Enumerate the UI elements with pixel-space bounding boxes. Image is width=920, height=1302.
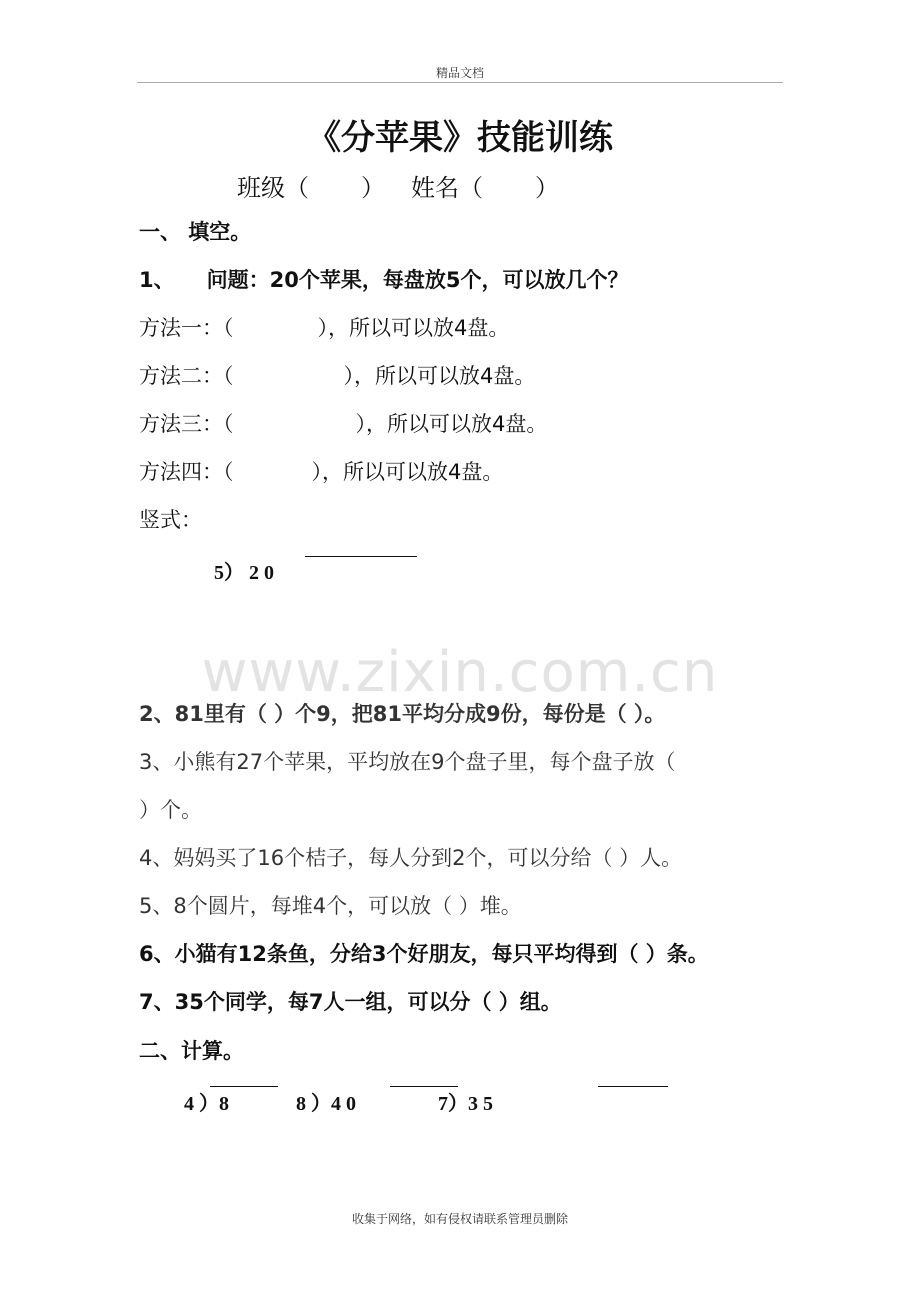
page-footer: 收集于网络，如有侵权请联系管理员删除	[351, 1212, 568, 1226]
method-1-label: 方法一：（	[139, 316, 234, 340]
header-divider	[137, 82, 783, 83]
calc-2: 8 ）4 0	[296, 1093, 356, 1115]
watermark: www.zixin.com.cn	[201, 640, 719, 705]
section2-heading: 二、计算。	[139, 1039, 244, 1063]
question-2: 2、81里有（ ）个9，把81平均分成9份，每份是（ ）。	[139, 702, 666, 726]
question-3-line2: ）个。	[139, 798, 202, 822]
calc-3-bracket-line	[598, 1086, 668, 1087]
vertical-label: 竖式：	[139, 508, 202, 532]
division-bracket-line	[305, 556, 417, 557]
question-1-text: 问题：20个苹果，每盘放5个，可以放几个？	[206, 268, 629, 292]
method-3-tail: ），所以可以放4盘。	[355, 412, 548, 436]
method-1	[139, 315, 509, 341]
calc-3: 7）3 5	[438, 1093, 493, 1115]
method-3-label: 方法三：（	[139, 412, 234, 436]
section1-heading: 一、 填空。	[139, 220, 252, 244]
question-4: 4、妈妈买了16个桔子，每人分到2个，可以分给（ ）人。	[139, 846, 683, 870]
method-4	[139, 459, 503, 485]
question-1	[139, 267, 628, 293]
question-5: 5、8个圆片，每堆4个，可以放（ ）堆。	[139, 894, 522, 918]
worksheet-title: 《分苹果》技能训练	[307, 118, 613, 158]
question-6: 6、小猫有12条鱼，分给3个好朋友，每只平均得到（ ）条。	[139, 942, 709, 966]
class-close: ）	[361, 174, 385, 202]
question-3-line1: 3、小熊有27个苹果，平均放在9个盘子里，每个盘子放（	[139, 750, 676, 774]
method-1-tail: ），所以可以放4盘。	[317, 316, 510, 340]
method-2-tail: ），所以可以放4盘。	[343, 364, 536, 388]
class-label: 班级（	[237, 174, 309, 202]
question-1-number: 1、	[139, 268, 175, 292]
method-2-label: 方法二：（	[139, 364, 234, 388]
name-close: ）	[535, 174, 559, 202]
method-2	[139, 363, 535, 389]
question-7: 7、35个同学，每7人一组，可以分（ ）组。	[139, 990, 562, 1014]
student-info-line	[237, 168, 559, 203]
calc-1: 4 ）8	[184, 1093, 229, 1115]
vertical-expression: 5） 2 0	[214, 562, 274, 584]
page-header: 精品文档	[435, 66, 484, 80]
method-3	[139, 411, 547, 437]
name-label: 姓名（	[411, 174, 483, 202]
method-4-tail: ），所以可以放4盘。	[311, 460, 504, 484]
method-4-label: 方法四：（	[139, 460, 234, 484]
